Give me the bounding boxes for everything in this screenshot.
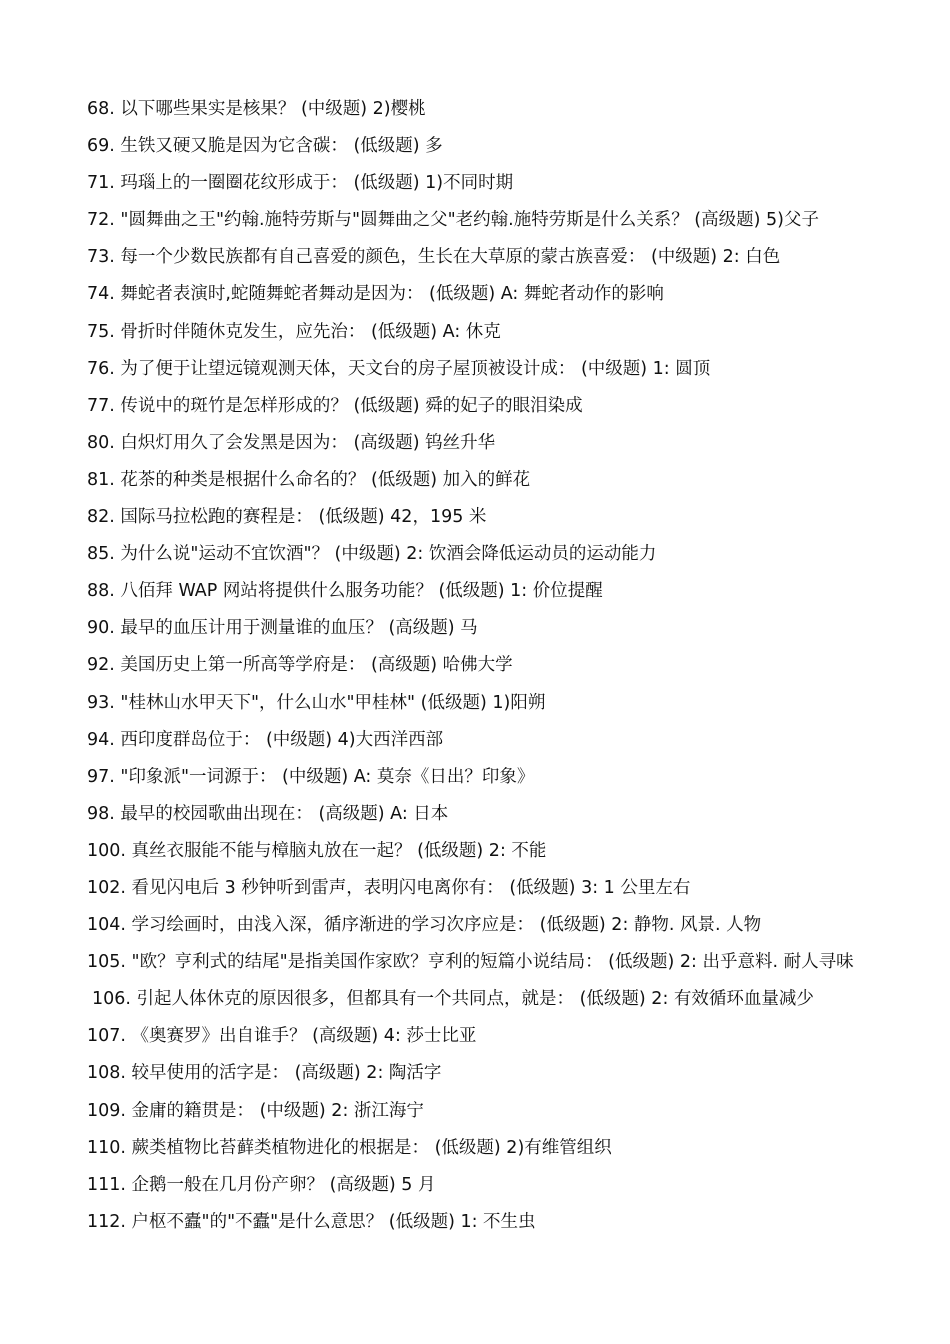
list-item: 105. "欧？亨利式的结尾"是指美国作家欧？亨利的短篇小说结局： (低级题) 2: 出乎意料. 耐人寻味 [87, 952, 854, 973]
list-item: 109. 金庸的籍贯是： (中级题) 2: 浙江海宁 [87, 1100, 424, 1121]
list-item: 110. 蕨类植物比苔藓类植物进化的根据是： (低级题) 2)有维管组织 [87, 1137, 612, 1158]
list-item: 100. 真丝衣服能不能与樟脑丸放在一起？ (低级题) 2: 不能 [87, 840, 547, 861]
list-item: 104. 学习绘画时，由浅入深，循序渐进的学习次序应是： (低级题) 2: 静物. 风景. 人物 [87, 915, 762, 936]
list-item: 75. 骨折时伴随休克发生，应先治： (低级题) A: 休克 [87, 321, 501, 342]
list-item: 88. 八佰拜 WAP 网站将提供什么服务功能？ (低级题) 1: 价位提醒 [87, 581, 603, 602]
list-item: 112. 户枢不蠹"的"不蠹"是什么意思？ (低级题) 1: 不生虫 [87, 1211, 536, 1232]
list-item: 73. 每一个少数民族都有自己喜爱的颜色，生长在大草原的蒙古族喜爱： (中级题) 2: 白色 [87, 247, 781, 268]
list-item: 72. "圆舞曲之王"约翰.施特劳斯与"圆舞曲之父"老约翰.施特劳斯是什么关系？ (高级题) 5)父子 [87, 210, 819, 231]
question-answer-list [54, 91, 914, 1241]
list-item: 68. 以下哪些果实是核果？ (中级题) 2)樱桃 [87, 99, 426, 119]
list-item: 102. 看见闪电后 3 秒钟听到雷声，表明闪电离你有： (低级题) 3: 1 公里左右 [87, 877, 691, 898]
list-item: 71. 玛瑙上的一圈圈花纹形成于： (低级题) 1)不同时期 [87, 173, 514, 194]
list-item: 106. 引起人体休克的原因很多，但都具有一个共同点，就是： (低级题) 2: 有效循环血量减少 [92, 989, 814, 1010]
list-item: 85. 为什么说"运动不宜饮酒"？ (中级题) 2: 饮酒会降低运动员的运动能力 [87, 544, 657, 565]
list-item: 80. 白炽灯用久了会发黑是因为： (高级题) 钨丝升华 [87, 432, 496, 453]
list-item: 108. 较早使用的活字是： (高级题) 2: 陶活字 [87, 1063, 442, 1084]
list-item: 69. 生铁又硬又脆是因为它含碳： (低级题) 多 [87, 136, 443, 157]
list-item: 92. 美国历史上第一所高等学府是： (高级题) 哈佛大学 [87, 655, 513, 676]
list-item: 82. 国际马拉松跑的赛程是： (低级题) 42，195 米 [87, 507, 487, 528]
list-item: 97. "印象派"一词源于： (中级题) A: 莫奈《日出？印象》 [87, 766, 535, 787]
list-item: 98. 最早的校园歌曲出现在： (高级题) A: 日本 [87, 803, 449, 824]
list-item: 90. 最早的血压计用于测量谁的血压？ (高级题) 马 [87, 618, 478, 639]
list-item: 111. 企鹅一般在几月份产卵？ (高级题) 5 月 [87, 1174, 436, 1195]
list-item: 74. 舞蛇者表演时,蛇随舞蛇者舞动是因为： (低级题) A: 舞蛇者动作的影响 [87, 284, 664, 305]
list-item: 76. 为了便于让望远镜观测天体，天文台的房子屋顶被设计成： (中级题) 1: 圆顶 [87, 358, 711, 379]
list-item: 81. 花茶的种类是根据什么命名的？ (低级题) 加入的鲜花 [87, 469, 531, 490]
list-item: 94. 西印度群岛位于： (中级题) 4)大西洋西部 [87, 729, 444, 750]
list-item: 107. 《奥赛罗》出自谁手？ (高级题) 4: 莎士比亚 [87, 1026, 477, 1047]
list-item: 77. 传说中的斑竹是怎样形成的？ (低级题) 舜的妃子的眼泪染成 [87, 395, 583, 416]
list-item: 93. "桂林山水甲天下"，什么山水"甲桂林" (低级题) 1)阳朔 [87, 692, 546, 713]
